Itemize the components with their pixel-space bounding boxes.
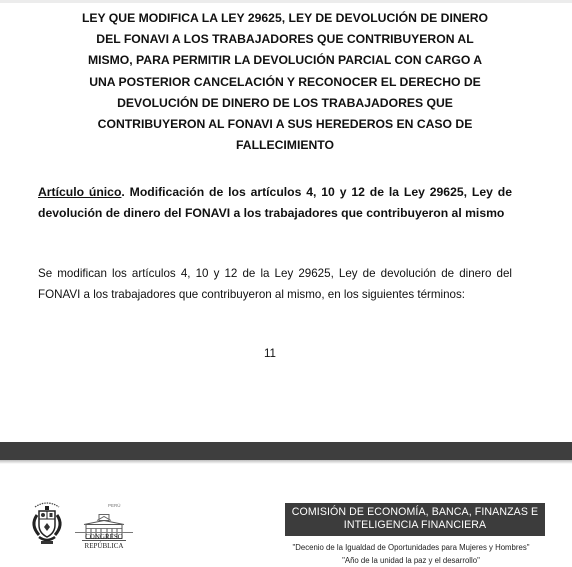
commission-line: INTELIGENCIA FINANCIERA [343,519,487,531]
page-number: 11 [263,347,277,360]
official-year-motto [250,541,572,567]
law-title-line: UNA POSTERIOR CANCELACIÓN Y RECONOCER EL DERECHO DE [89,74,481,89]
congress-country-label: PERÚ [108,503,121,508]
motto-line: "Año de la unidad la paz y el desarrollo" [342,556,480,565]
congress-name [75,532,133,551]
page-separator-band [0,442,572,460]
congress-name-main: CONGRESO [75,532,133,542]
article-heading [38,182,512,223]
congress-name-sub: REPÚBLICA [84,542,124,550]
law-title-line: DEVOLUCIÓN DE DINERO DE LOS TRABAJADORES QUE [117,95,453,110]
commission-line: COMISIÓN DE ECONOMÍA, BANCA, FINANZAS E [291,506,539,518]
article-body: Se modifican los artículos 4, 10 y 12 de la Ley 29625, Ley de devolución de dinero del FONAVI a los trabajadores que contribuyeron al mismo, en los siguientes términos: [38,267,512,301]
law-title-line: DEL FONAVI A LOS TRABAJADORES QUE CONTRIBUYERON AL [96,32,474,47]
law-title-line: LEY QUE MODIFICA LA LEY 29625, LEY DE DEVOLUCIÓN DE DINERO [81,11,489,25]
national-coat-of-arms-icon [27,501,67,547]
law-title-line: FALLECIMIENTO [236,138,334,153]
article-heading-text: . Modificación de los artículos 4, 10 y 12 de la Ley 29625, Ley de devolución de dinero del FONAVI a los trabajadores que contribuyeron al mismo [38,185,512,220]
commission-name-box [285,503,545,536]
law-title [20,8,550,156]
letterhead-footer [0,464,572,567]
law-title-line: CONTRIBUYERON AL FONAVI A SUS HEREDEROS EN CASO DE [97,117,473,132]
law-title-line: MISMO, PARA PERMITIR LA DEVOLUCIÓN PARCIAL CON CARGO A [87,53,483,68]
article-label: Artículo único [38,185,122,199]
page-top-edge [0,0,572,3]
motto-line: "Decenio de la Igualdad de Oportunidades para Mujeres y Hombres" [292,543,530,552]
